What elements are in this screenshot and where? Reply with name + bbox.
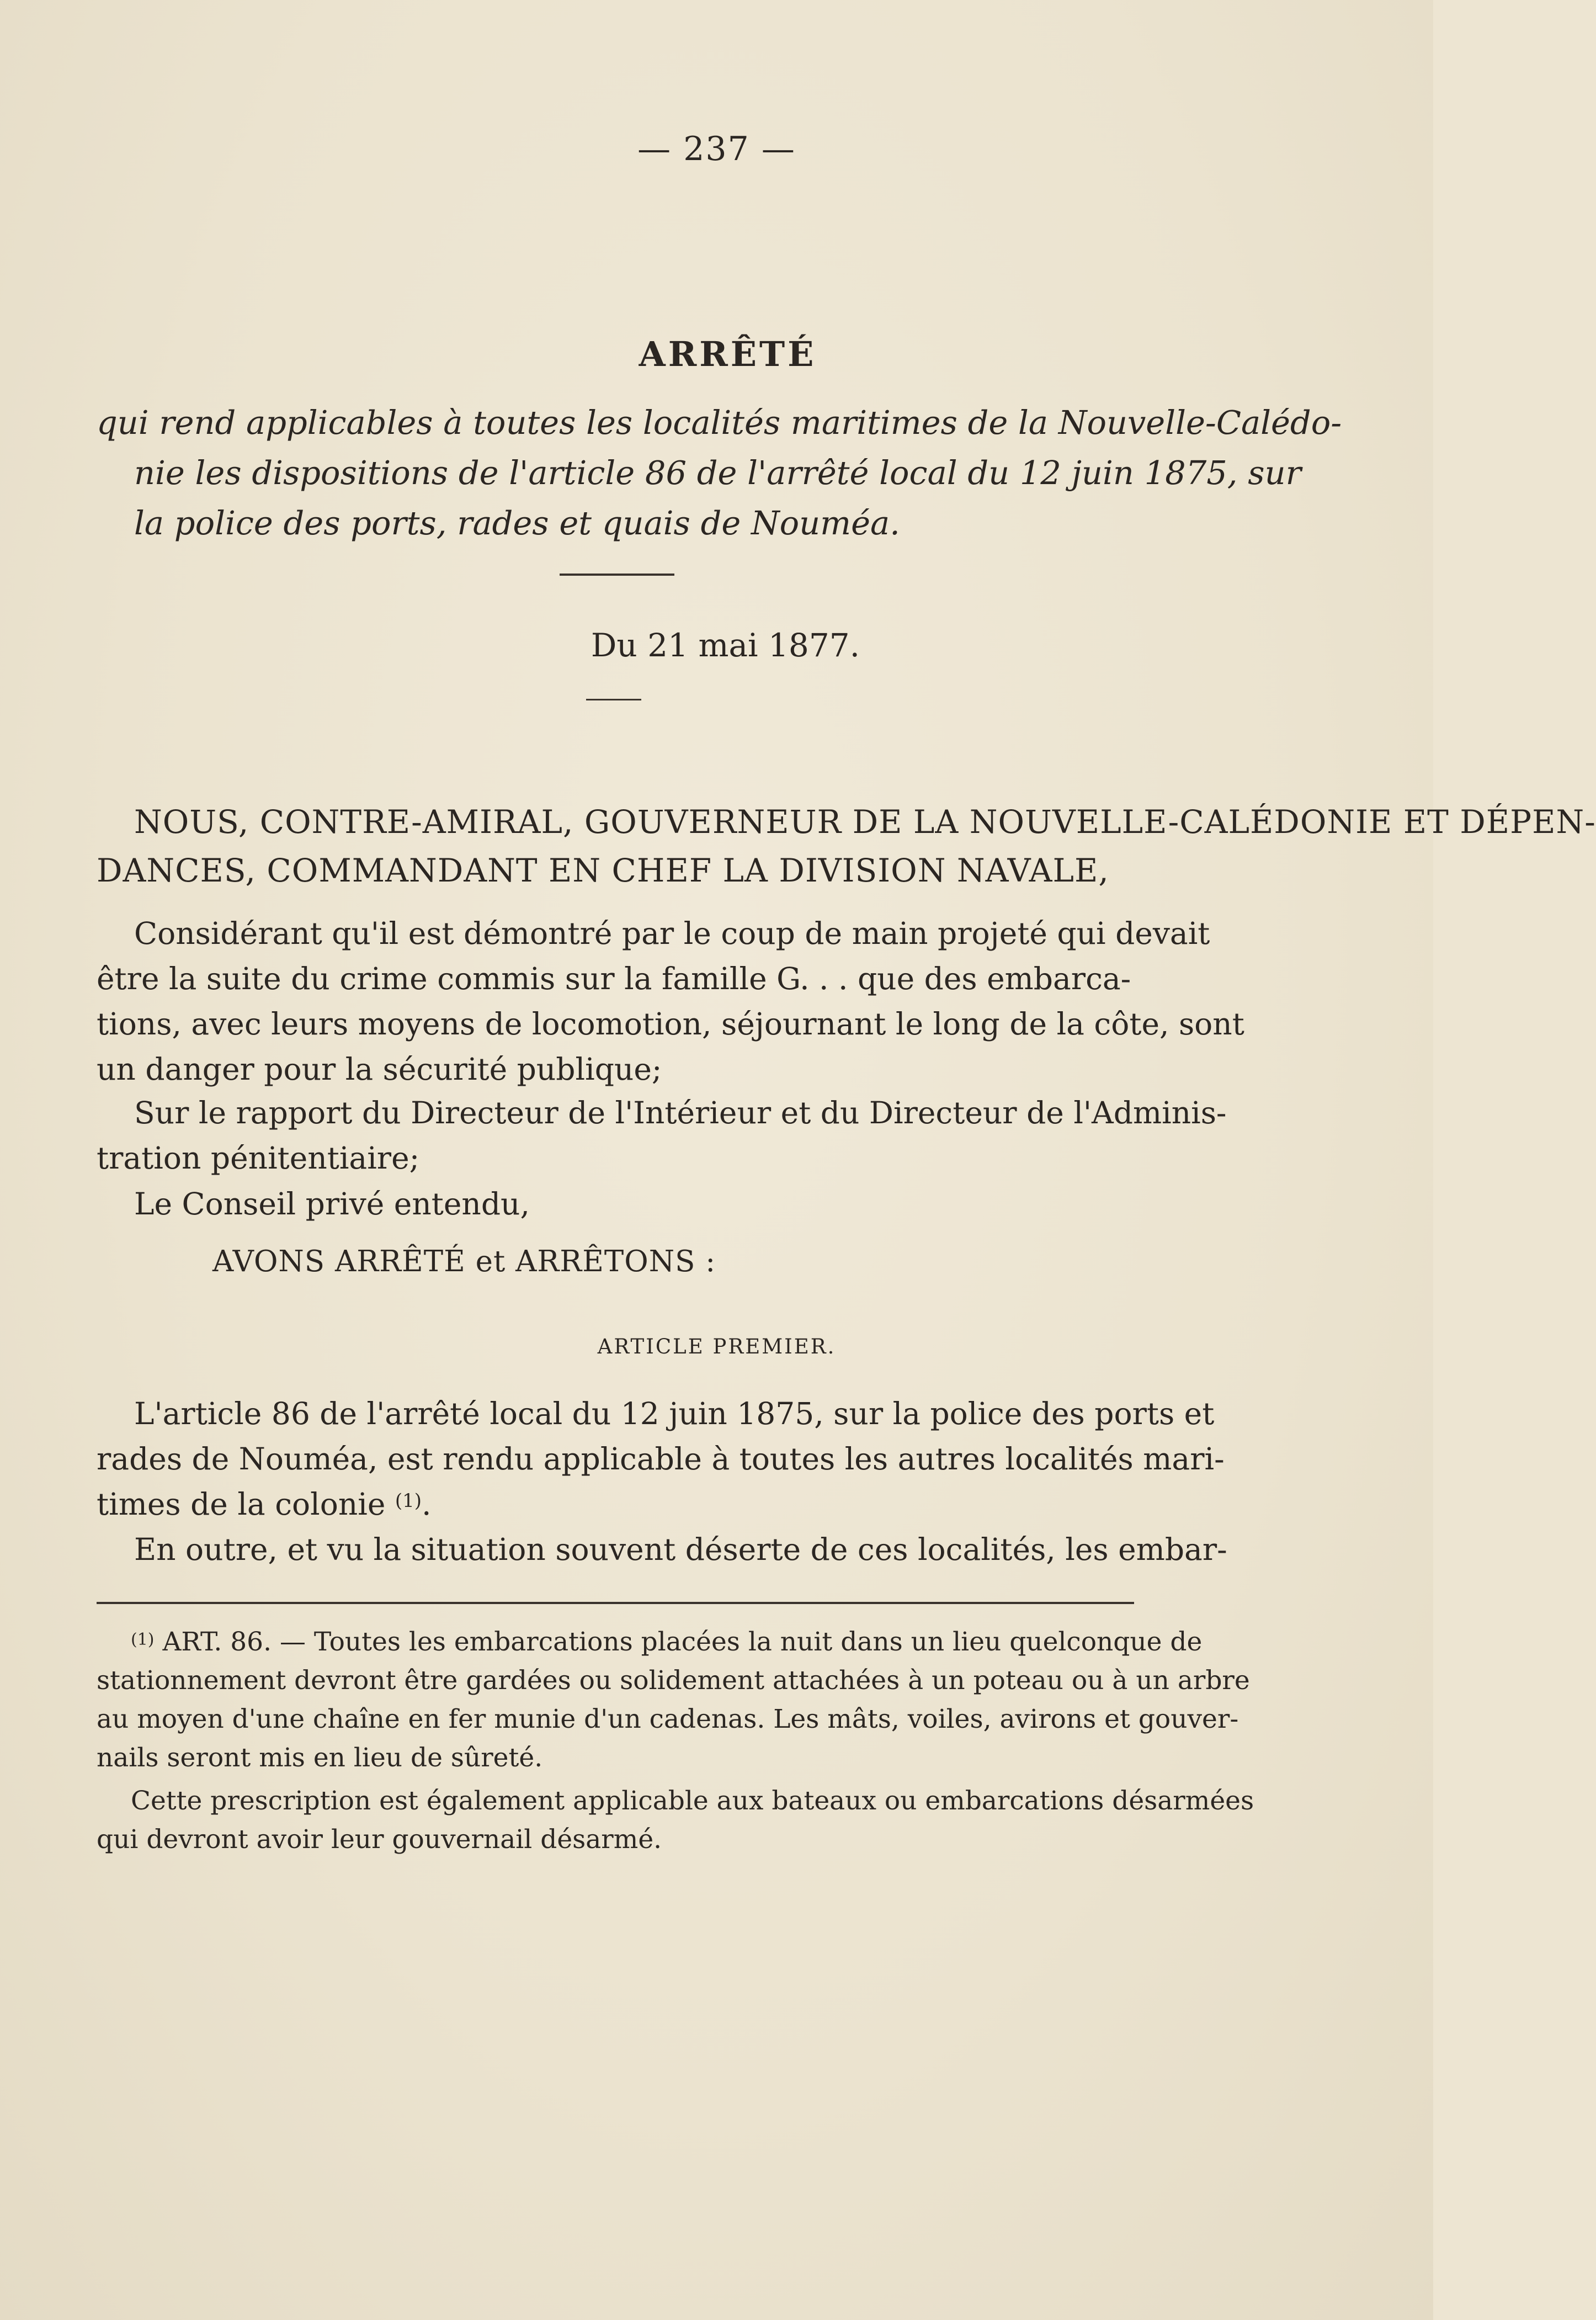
page-number: — 237 — [637,130,796,168]
enacting-clause: AVONS ARRÊTÉ et ARRÊTONS : [212,1245,716,1278]
footnote-reference: (1) [395,1490,422,1512]
text-line: tration pénitentiaire; [97,1140,420,1176]
divider-rule [586,699,641,700]
footnotes [97,1623,1254,1859]
spacer [97,1777,1140,1782]
text-line: être la suite du crime commis sur la famille G. . . que des embarca- [97,961,1131,996]
footnote-line: Cette prescription est également applicable aux bateaux ou embarcations désarmées [131,1786,1254,1816]
text-fragment: ART. 86. — Toutes les embarcations placées la nuit dans un lieu quelconque de [154,1627,1203,1657]
preamble-line: NOUS, CONTRE-AMIRAL, GOUVERNEUR DE LA NOUVELLE-CALÉDONIE ET DÉPEN- [134,803,1596,841]
paragraph-sur-rapport [97,1090,1227,1181]
text-fragment: . [422,1487,432,1522]
article-body [97,1391,1227,1572]
article-heading: ARTICLE PREMIER. [597,1335,836,1358]
text-line: L'article 86 de l'arrêté local du 12 juin 1875, sur la police des ports et [134,1396,1215,1431]
text-line [97,1482,1140,1527]
text-fragment: times de la colonie [97,1487,386,1522]
text-line: Le Conseil privé entendu, [134,1186,530,1222]
text-line: tions, avec leurs moyens de locomotion, séjournant le long de la côte, sont [97,1006,1244,1042]
footnote-line [97,1623,1203,1661]
preamble-line: DANCES, COMMANDANT EN CHEF LA DIVISION NAVALE, [97,852,1109,889]
paragraph-conseil [97,1181,1140,1227]
footnote-line: stationnement devront être gardées ou solidement attachées à un poteau ou à un arbre [97,1665,1250,1696]
decree-date: Du 21 mai 1877. [590,627,860,664]
document-subtitle [97,397,1342,548]
footnote-line: nails seront mis en lieu de sûreté. [97,1743,543,1773]
footnote-line: au moyen d'une chaîne en fer munie d'un cadenas. Les mâts, voiles, avirons et gouver- [97,1704,1239,1734]
footnote-separator [97,1602,1134,1604]
paragraph-considerant [97,911,1244,1092]
footnote-line: qui devront avoir leur gouvernail désarmé. [97,1824,662,1855]
divider-rule [560,574,674,576]
document-title: ARRÊTÉ [639,334,817,374]
text-line: rades de Nouméa, est rendu applicable à toutes les autres localités mari- [97,1441,1225,1477]
subtitle-line: la police des ports, rades et quais de Nouméa. [134,504,900,542]
text-line: Sur le rapport du Directeur de l'Intérieur et du Directeur de l'Adminis- [134,1095,1227,1130]
subtitle-line: nie les dispositions de l'article 86 de l'arrêté local du 12 juin 1875, sur [134,454,1301,492]
preamble [97,798,1596,895]
text-line: En outre, et vu la situation souvent déserte de ces localités, les embar- [134,1532,1227,1567]
subtitle-line: qui rend applicables à toutes les localités maritimes de la Nouvelle-Calédo- [97,404,1342,442]
text-line: un danger pour la sécurité publique; [97,1052,662,1087]
text-line: Considérant qu'il est démontré par le coup de main projeté qui devait [134,916,1210,951]
footnote-mark: (1) [131,1630,155,1649]
